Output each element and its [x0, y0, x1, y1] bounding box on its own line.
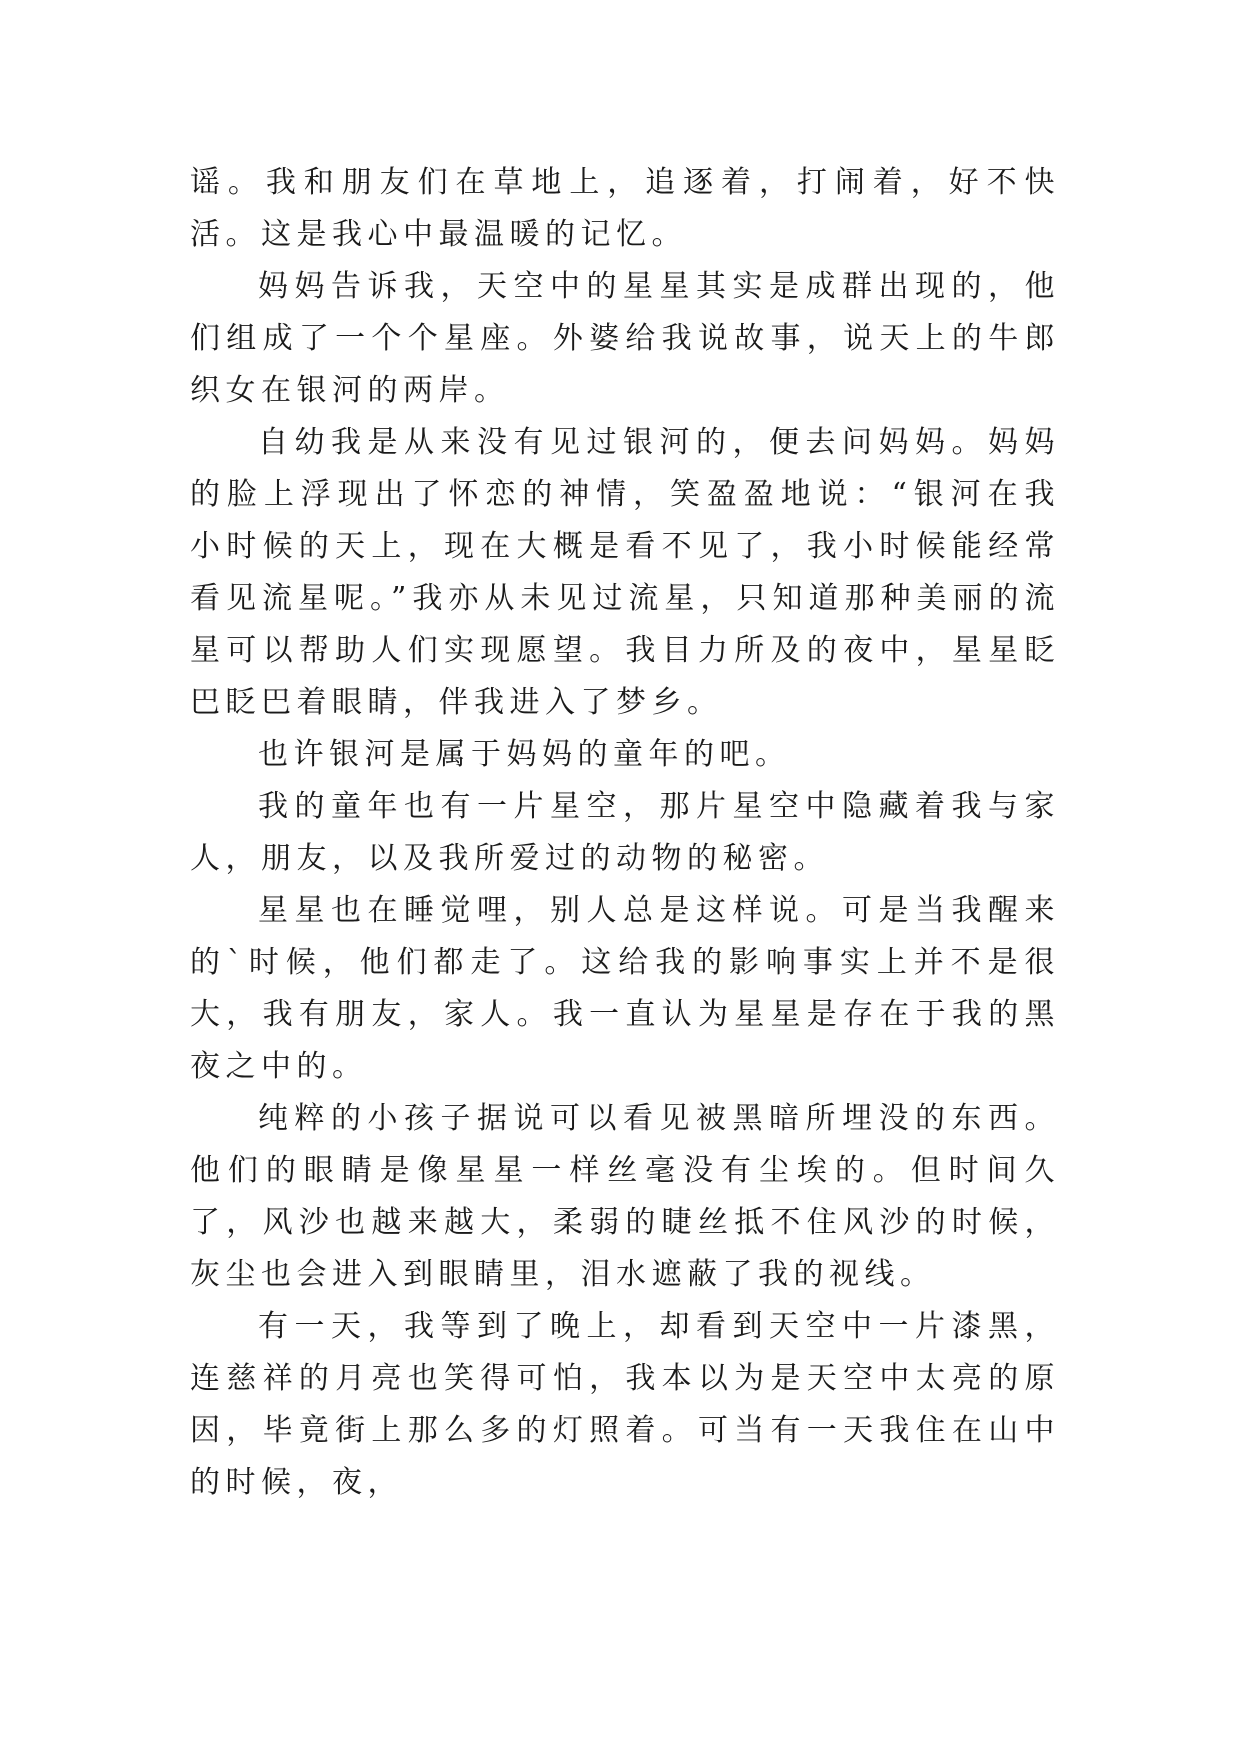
- paragraph: 谣。我和朋友们在草地上，追逐着，打闹着，好不快活。这是我心中最温暖的记忆。: [190, 165, 1060, 252]
- paragraph: 纯粹的小孩子据说可以看见被黑暗所埋没的东西。他们的眼睛是像星星一样丝毫没有尘埃的。但时间久了，风沙也越来越大，柔弱的睫丝抵不住风沙的时候，灰尘也会进入到眼睛里，泪水遮蔽了我的视线。: [190, 1101, 1060, 1292]
- body-text: [190, 157, 1060, 1509]
- paragraph: 有一天，我等到了晚上，却看到天空中一片漆黑，连慈祥的月亮也笑得可怕，我本以为是天空中太亮的原因，毕竟街上那么多的灯照着。可当有一天我住在山中的时候，夜，: [190, 1309, 1060, 1500]
- paragraph: 妈妈告诉我，天空中的星星其实是成群出现的，他们组成了一个个星座。外婆给我说故事，说天上的牛郎织女在银河的两岸。: [190, 269, 1060, 408]
- paragraph: 星星也在睡觉哩，别人总是这样说。可是当我醒来的`时候，他们都走了。这给我的影响事实上并不是很大，我有朋友，家人。我一直认为星星是存在于我的黑夜之中的。: [190, 893, 1060, 1084]
- paragraph: 我的童年也有一片星空，那片星空中隐藏着我与家人，朋友，以及我所爱过的动物的秘密。: [190, 789, 1060, 876]
- paragraph: 也许银河是属于妈妈的童年的吧。: [258, 737, 791, 772]
- paragraph: 自幼我是从来没有见过银河的，便去问妈妈。妈妈的脸上浮现出了怀恋的神情，笑盈盈地说：“银河在我小时候的天上，现在大概是看不见了，我小时候能经常看见流星呢。”我亦从未见过流星，只知道那种美丽的流星可以帮助人们实现愿望。我目力所及的夜中，星星眨巴眨巴着眼睛，伴我进入了梦乡。: [190, 425, 1060, 720]
